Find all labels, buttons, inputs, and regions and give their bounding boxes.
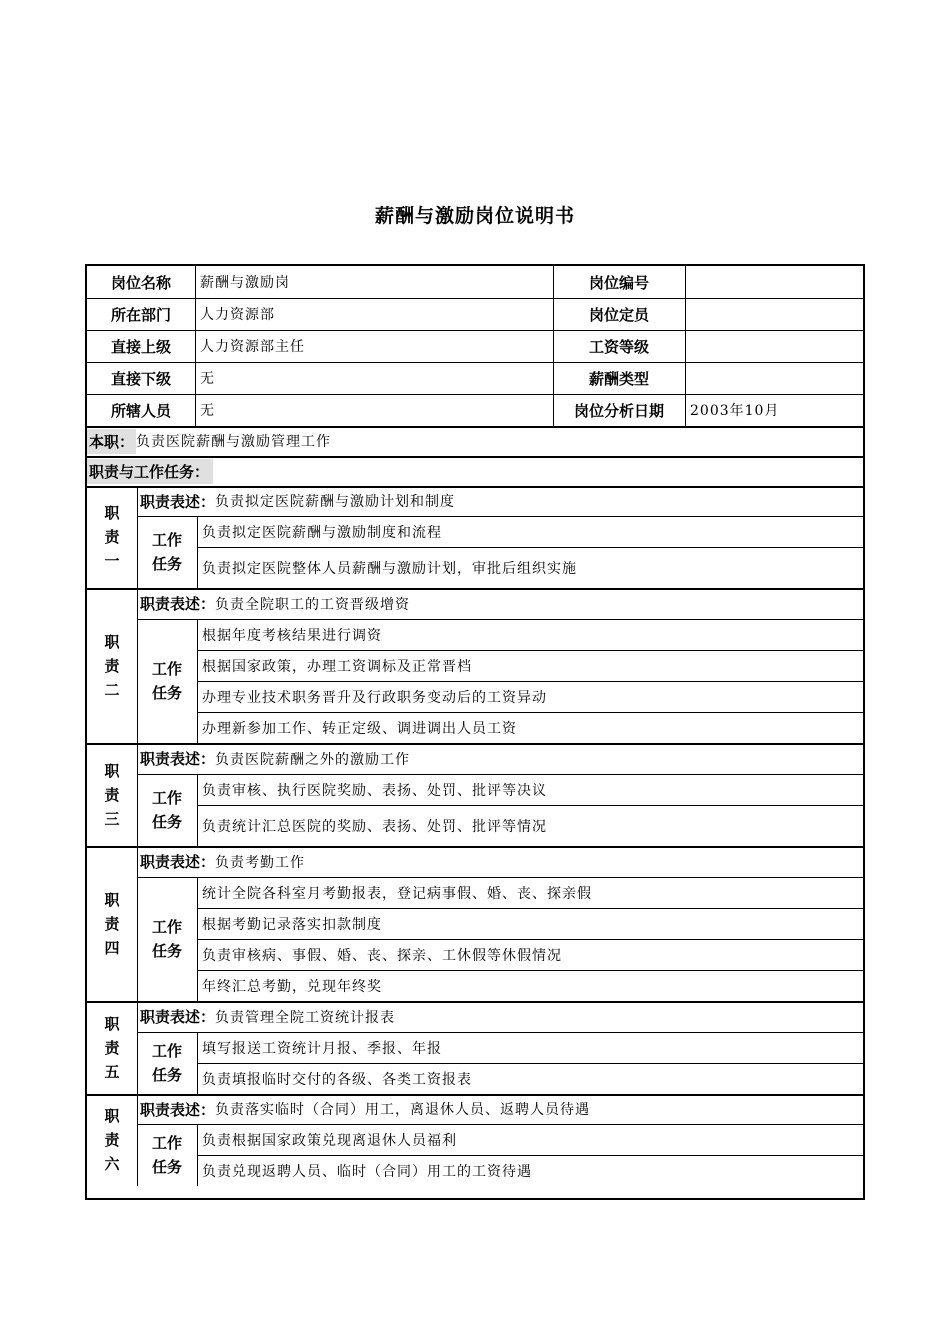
task-item: 年终汇总考勤，兑现年终奖	[202, 978, 382, 995]
duty-statement-label: 职责表述：	[140, 750, 216, 768]
column-divider	[197, 619, 198, 743]
duty-name-char: 职	[104, 761, 120, 780]
task-label	[137, 1124, 197, 1186]
task-label-line: 工作	[151, 1134, 182, 1152]
column-divider	[137, 846, 138, 1001]
task-item: 负责审核、执行医院奖励、表扬、处罚、批评等决议	[202, 782, 547, 799]
duty-name-char: 责	[104, 656, 120, 675]
task-label-line: 工作	[151, 789, 182, 807]
field-label: 所辖人员	[110, 401, 171, 420]
duty-name-char: 责	[104, 528, 120, 546]
main-duty-text: 负责医院薪酬与激励管理工作	[136, 434, 332, 450]
field-value	[685, 298, 863, 330]
duty-name	[87, 486, 137, 588]
duty-statement-text: 负责拟定医院薪酬与激励计划和制度	[215, 494, 456, 510]
duty-statement-text: 负责管理全院工资统计报表	[215, 1009, 396, 1026]
field-label: 岗位编号	[588, 273, 649, 292]
duty-statement-row	[137, 1001, 863, 1032]
task-item: 根据国家政策，办理工资调标及正常晋档	[202, 658, 472, 675]
duty-statement-row	[137, 588, 863, 619]
field-label: 岗位定员	[588, 305, 649, 324]
task-label-line: 任务	[151, 1158, 182, 1176]
duty-name-char: 四	[104, 938, 120, 957]
task-label-line: 任务	[151, 942, 182, 960]
duty-statement-label: 职责表述：	[140, 492, 216, 511]
task-label-line: 任务	[151, 1066, 182, 1084]
duties-heading: 职责与工作任务：	[87, 459, 213, 484]
duty-name-char: 五	[104, 1062, 120, 1081]
duty-statement-text: 负责医院薪酬之外的激励工作	[215, 751, 411, 768]
column-divider	[197, 516, 198, 588]
job-description-table	[85, 264, 865, 1200]
duty-statement-row	[137, 743, 863, 774]
duty-statement-text: 负责落实临时（合同）用工，离退休人员、返聘人员待遇	[215, 1102, 591, 1118]
field-value	[685, 330, 863, 362]
duty-name-char: 一	[104, 552, 120, 570]
duty-name-char: 职	[104, 1014, 120, 1033]
column-divider	[685, 266, 686, 426]
duty-statement-label: 职责表述：	[140, 595, 216, 613]
duty-name-char: 职	[104, 504, 120, 522]
duties-heading-row	[87, 456, 863, 486]
task-item: 负责审核病、事假、婚、丧、探亲、工休假等休假情况	[202, 947, 562, 964]
field-value: 2003年10月	[690, 403, 780, 419]
column-divider	[137, 1001, 138, 1094]
field-label: 岗位分析日期	[573, 401, 664, 420]
duty-name-char: 职	[104, 890, 120, 909]
field-value: 薪酬与激励岗	[200, 275, 290, 291]
duty-statement-label: 职责表述：	[140, 1008, 216, 1026]
duty-statement-row	[137, 846, 863, 877]
column-divider	[553, 266, 554, 426]
duty-name-char: 责	[104, 1131, 120, 1149]
task-item: 统计全院各科室月考勤报表，登记病事假、婚、丧、探亲假	[202, 885, 592, 902]
field-label: 岗位名称	[110, 273, 171, 292]
task-item: 根据考勤记录落实扣款制度	[202, 916, 382, 933]
task-item: 负责统计汇总医院的奖励、表扬、处罚、批评等情况	[202, 818, 547, 835]
duty-statement-text: 负责全院职工的工资晋级增资	[215, 596, 411, 613]
column-divider	[197, 1124, 198, 1186]
task-item: 根据年度考核结果进行调资	[202, 627, 382, 644]
duty-name	[87, 588, 137, 743]
task-label	[137, 877, 197, 1001]
task-item: 负责拟定医院整体人员薪酬与激励计划，审批后组织实施	[202, 560, 577, 577]
task-label-line: 任务	[151, 813, 182, 831]
duty-name	[87, 1001, 137, 1094]
task-item: 负责拟定医院薪酬与激励制度和流程	[202, 524, 442, 541]
field-value	[685, 362, 863, 394]
column-divider	[137, 743, 138, 846]
field-label: 直接下级	[110, 369, 171, 388]
field-label: 直接上级	[110, 337, 171, 356]
page-title: 薪酬与激励岗位说明书	[374, 205, 575, 227]
task-label-line: 工作	[151, 918, 182, 936]
duty-name-char: 责	[104, 785, 120, 804]
column-divider	[195, 266, 196, 426]
task-label-line: 工作	[151, 1042, 182, 1060]
duty-name-char: 二	[104, 680, 120, 699]
task-label-line: 工作	[151, 660, 182, 678]
task-item: 办理专业技术职务晋升及行政职务变动后的工资异动	[202, 689, 547, 706]
column-divider	[137, 1094, 138, 1186]
task-item: 办理新参加工作、转正定级、调进调出人员工资	[202, 720, 517, 737]
field-value: 无	[200, 371, 215, 387]
field-value: 无	[200, 403, 215, 419]
duty-name-char: 三	[104, 809, 120, 828]
task-label	[137, 1032, 197, 1094]
column-divider	[137, 486, 138, 588]
duty-name	[87, 743, 137, 846]
field-label: 工资等级	[588, 337, 649, 356]
field-label: 所在部门	[110, 305, 171, 324]
duty-statement-label: 职责表述：	[140, 853, 216, 871]
duty-statement-label: 职责表述：	[140, 1100, 216, 1119]
main-duty-label: 本职：	[87, 429, 136, 454]
duty-statement-row	[137, 1094, 863, 1124]
task-item: 填写报送工资统计月报、季报、年报	[202, 1040, 442, 1057]
duty-name-char: 职	[104, 632, 120, 651]
task-label	[137, 774, 197, 846]
task-label	[137, 619, 197, 743]
task-label	[137, 516, 197, 588]
duty-name	[87, 846, 137, 1001]
duty-statement-row	[137, 486, 863, 516]
field-label: 薪酬类型	[588, 369, 649, 388]
field-value: 人力资源部主任	[200, 339, 305, 355]
task-label-line: 任务	[151, 684, 182, 702]
task-label-line: 工作	[151, 531, 182, 549]
task-item: 负责兑现返聘人员、临时（合同）用工的工资待遇	[202, 1163, 532, 1180]
field-value: 人力资源部	[200, 307, 275, 323]
field-value	[685, 266, 863, 298]
column-divider	[197, 877, 198, 1001]
duty-name-char: 职	[104, 1107, 120, 1125]
column-divider	[197, 774, 198, 846]
duty-name	[87, 1094, 137, 1186]
main-duty-row	[87, 426, 863, 456]
duty-name-char: 责	[104, 1038, 120, 1057]
task-label-line: 任务	[151, 555, 182, 573]
task-item: 负责填报临时交付的各级、各类工资报表	[202, 1071, 472, 1088]
column-divider	[137, 588, 138, 743]
duty-name-char: 六	[104, 1155, 120, 1173]
duty-statement-text: 负责考勤工作	[215, 854, 306, 871]
task-item: 负责根据国家政策兑现离退休人员福利	[202, 1132, 457, 1149]
column-divider	[197, 1032, 198, 1094]
duty-name-char: 责	[104, 914, 120, 933]
